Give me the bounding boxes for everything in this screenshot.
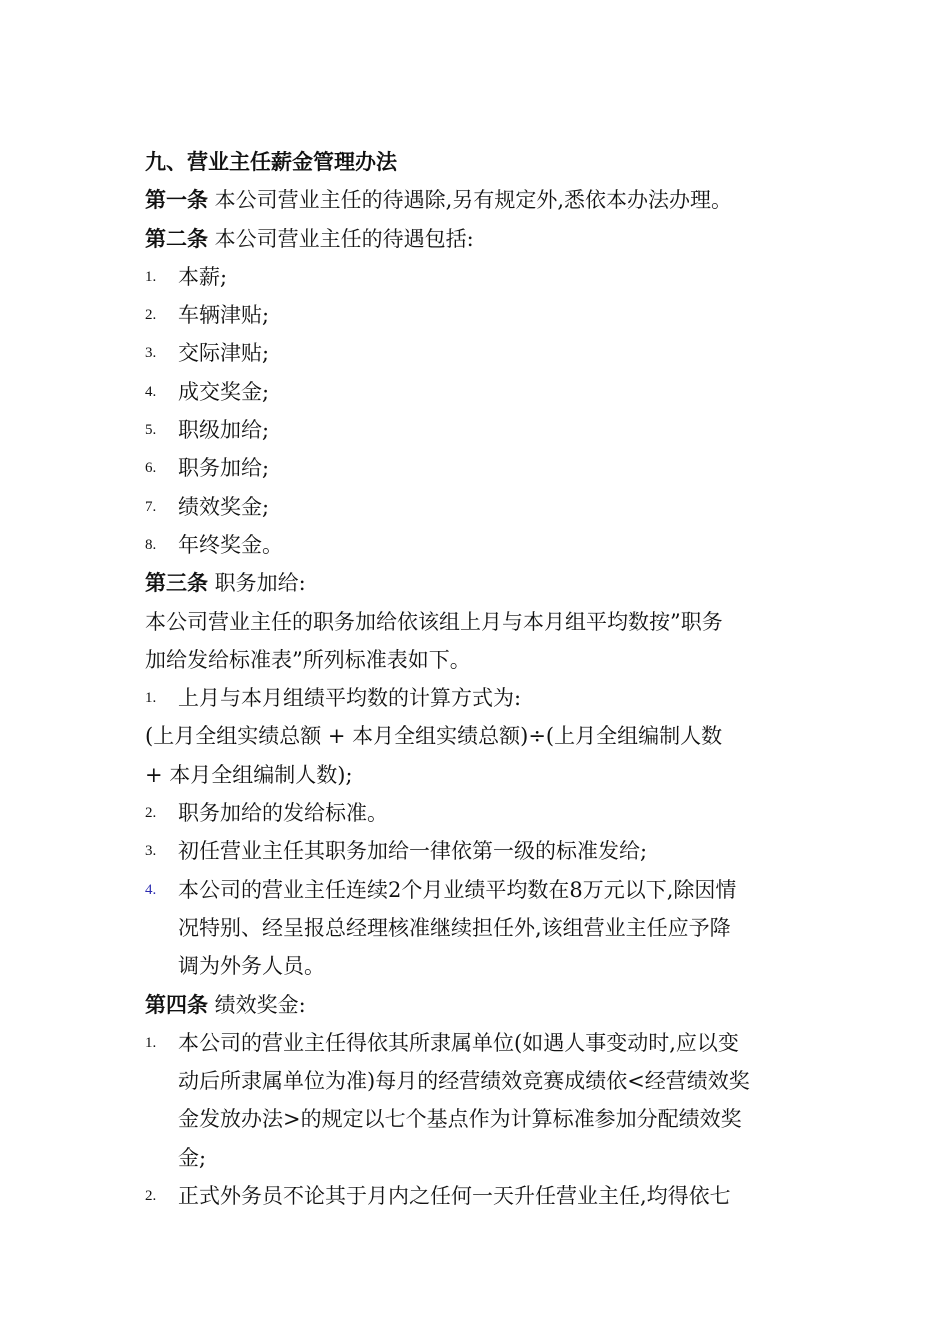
list-item-number: 6. [145, 460, 157, 477]
article-1-label: 第一条 [145, 188, 208, 213]
article-1-text: 本公司营业主任的待遇除,另有规定外,悉依本办法办理。 [208, 188, 733, 213]
list-item-number: 8. [145, 536, 157, 553]
list-item [145, 373, 810, 411]
list-item [145, 411, 810, 449]
list-item-text: 职务加给的发给标准。 [178, 801, 388, 826]
article-3-intro-line: 加给发给标准表”所列标准表如下。 [145, 647, 471, 672]
list-item-line: 况特别、经呈报总经理核准继续担任外,该组营业主任应予降 [178, 915, 731, 940]
article-1 [145, 181, 810, 219]
list-item-line: 调为外务人员。 [178, 954, 325, 979]
list-item-text: 车辆津贴; [178, 303, 270, 328]
list-item-line: 正式外务员不论其于月内之任何一天升任营业主任,均得依七 [178, 1184, 731, 1209]
list-item-number: 2. [145, 1188, 157, 1205]
article-2-text: 本公司营业主任的待遇包括: [208, 226, 474, 251]
formula-line: + 本月全组编制人数); [145, 762, 353, 787]
list-item-number: 7. [145, 498, 157, 515]
list-item-number: 4. [145, 881, 157, 898]
list-item-line: 金发放办法>的规定以七个基点作为计算标准参加分配绩效奖 [178, 1107, 742, 1132]
list-item-number: 5. [145, 422, 157, 439]
list-item [145, 794, 810, 832]
list-item-text: 职务加给; [178, 456, 270, 481]
list-item-text: 绩效奖金; [178, 494, 270, 519]
list-item-number: 1. [145, 690, 157, 707]
list-item-text [178, 1177, 810, 1215]
list-item-line: 金; [178, 1145, 207, 1170]
list-item-text: 初任营业主任其职务加给一律依第一级的标准发给; [178, 839, 648, 864]
list-item-number: 3. [145, 345, 157, 362]
list-item [145, 334, 810, 372]
list-item-number: 2. [145, 307, 157, 324]
list-item [145, 296, 810, 334]
article-3-intro-line: 本公司营业主任的职务加给依该组上月与本月组平均数按”职务 [145, 609, 723, 634]
list-item [145, 449, 810, 487]
list-item [145, 1024, 810, 1177]
article-4-label: 第四条 [145, 992, 208, 1017]
list-item-number: 4. [145, 383, 157, 400]
article-3-text: 职务加给: [208, 571, 306, 596]
section-title: 九、营业主任薪金管理办法 [145, 150, 397, 174]
formula-line: (上月全组实绩总额 + 本月全组实绩总额)÷(上月全组编制人数 [145, 724, 723, 749]
article-2 [145, 220, 810, 258]
list-item-text: 年终奖金。 [178, 532, 283, 557]
list-item [145, 832, 810, 870]
list-item-text [178, 1024, 810, 1177]
list-item-line: 动后所隶属单位为准)每月的经营绩效竞赛成绩依<经营绩效奖 [178, 1069, 750, 1094]
list-item-line: 本公司的营业主任得依其所隶属单位(如遇人事变动时,应以变 [178, 1030, 739, 1055]
article-4-text: 绩效奖金: [208, 992, 306, 1017]
list-item [145, 1177, 810, 1215]
list-item-text: 成交奖金; [178, 379, 270, 404]
list-item-line: 本公司的营业主任连续2个月业绩平均数在8万元以下,除因情 [178, 877, 737, 902]
list-item [145, 679, 810, 717]
article-4 [145, 986, 810, 1024]
list-item-text [178, 871, 810, 986]
list-item-number: 1. [145, 268, 157, 285]
list-item [145, 871, 810, 986]
document-body [145, 143, 810, 1215]
list-item-number: 1. [145, 1034, 157, 1051]
list-item-text: 上月与本月组绩平均数的计算方式为: [178, 686, 522, 711]
list-item [145, 488, 810, 526]
list-item-number: 2. [145, 805, 157, 822]
article-2-label: 第二条 [145, 226, 208, 251]
list-item-number: 3. [145, 843, 157, 860]
list-item-text: 交际津贴; [178, 341, 270, 366]
list-item [145, 526, 810, 564]
article-3-label: 第三条 [145, 571, 208, 596]
list-item-text: 职级加给; [178, 418, 270, 443]
list-item-text: 本薪; [178, 264, 228, 289]
list-item [145, 258, 810, 296]
article-3 [145, 564, 810, 602]
